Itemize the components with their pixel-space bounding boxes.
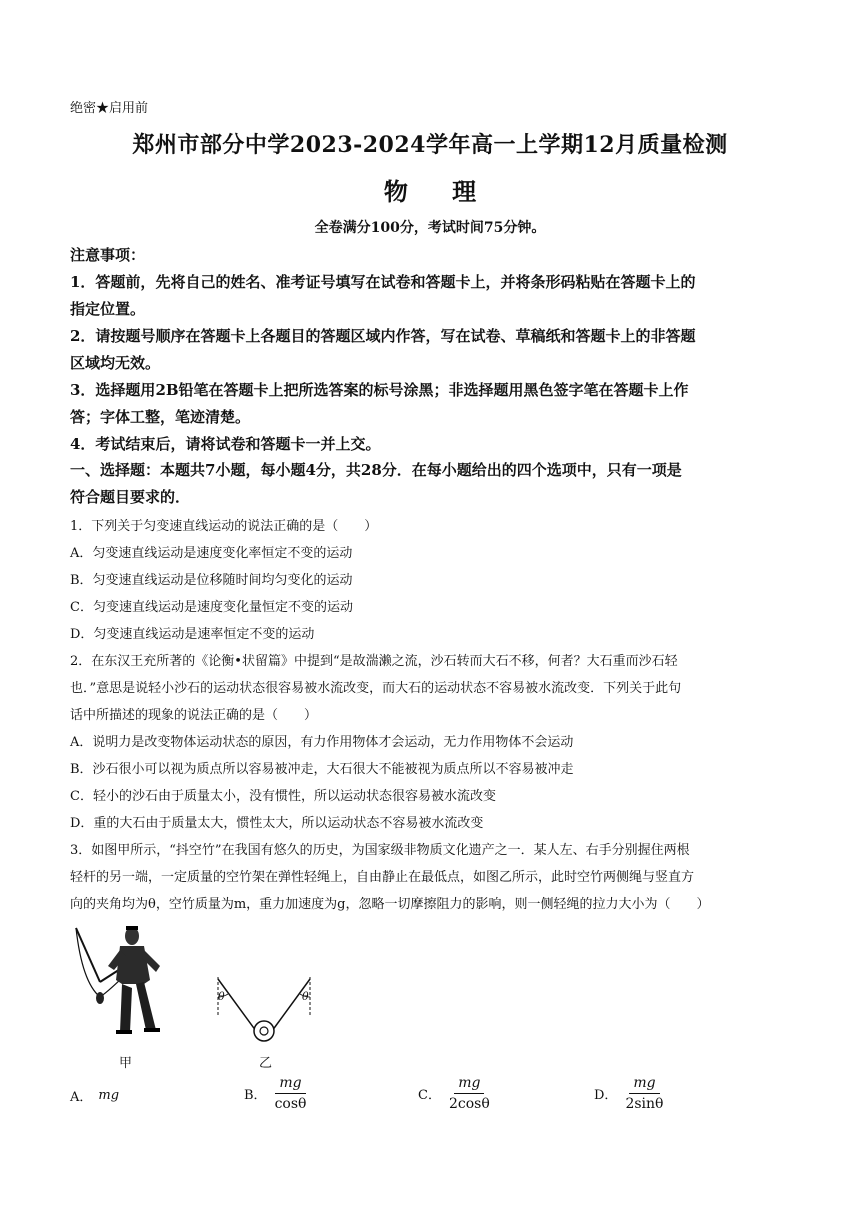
question-1-option-c: C．匀变速直线运动是速度变化量恒定不变的运动: [70, 600, 353, 615]
option-b-fraction: [275, 1075, 307, 1112]
option-c-denominator: 2cosθ: [448, 1096, 490, 1112]
option-b-label: B．: [244, 1088, 267, 1103]
question-3-stem: 向的夹角均为θ，空竹质量为m，重力加速度为g，忽略一切摩擦阻力的影响，则一侧轻绳的拉力大小为（ ）: [70, 897, 710, 912]
option-b-denominator: cosθ: [274, 1096, 307, 1112]
angle-label-left: θ: [218, 990, 225, 1003]
question-3-option-b: [244, 1075, 306, 1112]
question-3-option-a: [70, 1086, 119, 1105]
question-2-option-d: D．重的大石由于质量太大，惯性太大，所以运动状态不容易被水流改变: [70, 816, 484, 831]
question-3-stem: 轻杆的另一端，一定质量的空竹架在弹性轻绳上，自由静止在最低点，如图乙所示，此时空竹两侧绳与竖直方: [70, 870, 695, 885]
note-line: 1．答题前，先将自己的姓名、准考证号填写在试卷和答题卡上，并将条形码粘贴在答题卡上的: [70, 273, 696, 291]
section-heading: 符合题目要求的．: [70, 488, 191, 506]
option-c-fraction: [449, 1075, 490, 1112]
question-1-option-d: D．匀变速直线运动是速率恒定不变的运动: [70, 627, 315, 642]
option-c-label: C．: [418, 1088, 441, 1103]
full-mark-note: 全卷满分100分，考试时间75分钟。: [314, 220, 546, 236]
question-2-stem: 话中所描述的现象的说法正确的是（ ）: [70, 708, 318, 723]
option-d-fraction: [625, 1075, 663, 1112]
angle-label-right: θ: [302, 990, 309, 1003]
note-line: 答；字体工整，笔迹清楚。: [70, 408, 251, 426]
exam-title: 郑州市部分中学2023-2024学年高一上学期12月质量检测: [132, 132, 728, 158]
confidential-label: 绝密★启用前: [70, 101, 149, 116]
option-a-expression: mg: [98, 1088, 120, 1103]
question-1-option-b: B．匀变速直线运动是位移随时间均匀变化的运动: [70, 573, 353, 588]
note-line: 4．考试结束后，请将试卷和答题卡一并上交。: [70, 435, 381, 453]
option-a-label: A．: [70, 1090, 93, 1105]
note-line: 指定位置。: [70, 300, 146, 318]
question-2-stem: 也．”意思是说轻小沙石的运动状态很容易被水流改变，而大石的运动状态不容易被水流改变．下列关于此句: [70, 681, 682, 696]
figure-yi-rope-diagram: [206, 975, 326, 1047]
question-3-stem: 3．如图甲所示，“抖空竹”在我国有悠久的历史，为国家级非物质文化遗产之一．某人左、右手分别握住两根: [70, 843, 690, 858]
figure-jia-caption: 甲: [119, 1056, 133, 1071]
notes-heading: 注意事项：: [70, 246, 146, 264]
subject-title: 物 理: [383, 177, 495, 206]
note-line: 区域均无效。: [70, 354, 161, 372]
option-d-denominator: 2sinθ: [625, 1096, 664, 1112]
question-3-option-c: [418, 1075, 490, 1112]
question-3-option-d: [594, 1075, 663, 1112]
option-b-numerator: mg: [275, 1075, 305, 1094]
figure-yi-caption: 乙: [259, 1056, 273, 1071]
question-2-option-b: B．沙石很小可以视为质点所以容易被冲走，大石很大不能被视为质点所以不容易被冲走: [70, 762, 574, 777]
option-d-label: D．: [594, 1088, 618, 1103]
figure-jia-diabolo-player: [70, 922, 180, 1042]
option-d-numerator: mg: [629, 1075, 659, 1094]
option-c-numerator: mg: [454, 1075, 484, 1094]
question-2-option-a: A．说明力是改变物体运动状态的原因，有力作用物体才会运动，无力作用物体不会运动: [70, 735, 574, 750]
note-line: 3．选择题用2B铅笔在答题卡上把所选答案的标号涂黑；非选择题用黑色签字笔在答题卡上作: [70, 381, 689, 399]
question-1-option-a: A．匀变速直线运动是速度变化率恒定不变的运动: [70, 546, 353, 561]
note-line: 2．请按题号顺序在答题卡上各题目的答题区域内作答，写在试卷、草稿纸和答题卡上的非答题: [70, 327, 696, 345]
question-2-stem: 2．在东汉王充所著的《论衡•状留篇》中提到“是故湍濑之流，沙石转而大石不移，何者？大石重而沙石轻: [70, 654, 678, 669]
section-heading: 一、选择题：本题共7小题，每小题4分，共28分．在每小题给出的四个选项中，只有一项是: [70, 461, 682, 479]
question-1-stem: 1．下列关于匀变速直线运动的说法正确的是（ ）: [70, 519, 378, 534]
question-2-option-c: C．轻小的沙石由于质量太小，没有惯性，所以运动状态很容易被水流改变: [70, 789, 496, 804]
